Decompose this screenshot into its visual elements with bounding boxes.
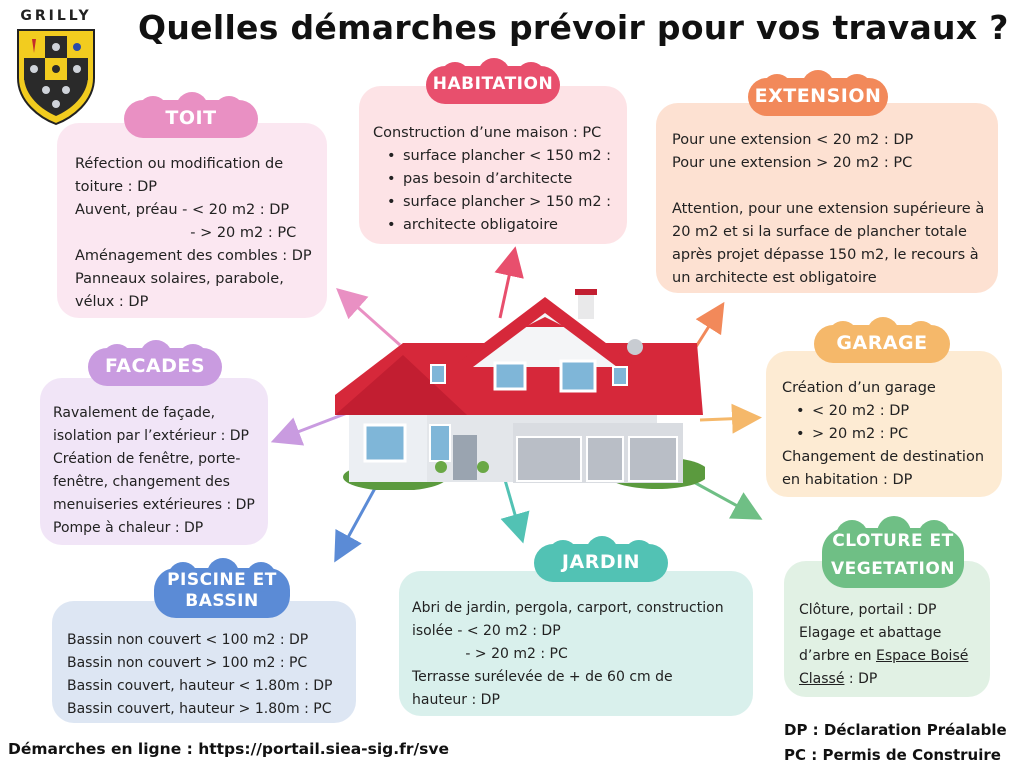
jardin-line: Abri de jardin, pergola, carport, construction (412, 600, 724, 616)
arrow-garage (700, 418, 750, 420)
extension-line: Pour une extension < 20 m2 : DP (672, 132, 914, 148)
toit-line: vélux : DP (75, 294, 149, 310)
toit-card (57, 123, 327, 318)
legend-pc: PC : Permis de Construire (784, 746, 1001, 764)
toit-content (75, 153, 312, 314)
classe-link[interactable]: Classé (799, 671, 845, 687)
garage-bullet: • > 20 m2 : PC (782, 423, 984, 446)
facades-line: Pompe à chaleur : DP (53, 520, 204, 536)
jardin-line: - > 20 m2 : PC (412, 646, 568, 662)
extension-line (672, 175, 984, 198)
extension-label: EXTENSION (748, 74, 888, 118)
page-title: Quelles démarches prévoir pour vos travaux ? (138, 8, 1009, 47)
habitation-bullet-cont: • architecte obligatoire (373, 214, 611, 237)
cloture-line: Classé : DP (799, 671, 878, 687)
cloture-label-line2: VEGETATION (830, 559, 956, 579)
grilly-logo (14, 8, 98, 126)
piscine-label (154, 562, 290, 620)
garage-bullet: • < 20 m2 : DP (782, 400, 984, 423)
facades-line: Création de fenêtre, porte- (53, 451, 241, 467)
piscine-line: Bassin couvert, hauteur > 1.80m : PC (67, 701, 332, 717)
cloture-line: d’arbre en Espace Boisé (799, 648, 969, 664)
piscine-line: Bassin couvert, hauteur < 1.80m : DP (67, 678, 333, 694)
jardin-card (399, 571, 753, 716)
jardin-line: Terrasse surélevée de + de 60 cm de (412, 669, 673, 685)
extension-content (672, 129, 984, 290)
extension-line: Attention, pour une extension supérieure à (672, 201, 985, 217)
garage-intro: Création d’un garage (782, 380, 936, 396)
garage-content (782, 377, 984, 492)
toit-label: TOIT (124, 96, 258, 140)
cloture-line: Elagage et abattage (799, 625, 942, 641)
garage-card (766, 351, 1002, 497)
facades-content (53, 402, 255, 540)
extension-line: Pour une extension > 20 m2 : PC (672, 155, 913, 171)
piscine-content (67, 629, 333, 721)
toit-line: Aménagement des combles : DP (75, 248, 312, 264)
legend (784, 718, 1007, 768)
habitation-bullet: • surface plancher > 150 m2 : (373, 191, 611, 214)
cloture-label (822, 520, 964, 590)
toit-line: Panneaux solaires, parabole, (75, 271, 284, 287)
piscine-label-line1: PISCINE ET (167, 570, 277, 590)
extension-line: après projet dépasse 150 m2, le recours à (672, 247, 979, 263)
habitation-intro: Construction d’une maison : PC (373, 125, 602, 141)
jardin-label: JARDIN (534, 540, 668, 584)
piscine-line: Bassin non couvert > 100 m2 : PC (67, 655, 308, 671)
espace-boise-link[interactable]: Espace Boisé (876, 648, 969, 664)
facades-line: Ravalement de façade, (53, 405, 216, 421)
jardin-line: hauteur : DP (412, 692, 500, 708)
facades-label: FACADES (88, 344, 222, 388)
facades-card (40, 378, 268, 545)
cloture-line: Clôture, portail : DP (799, 602, 937, 618)
cloture-content (799, 599, 968, 691)
jardin-content (412, 597, 724, 712)
toit-line: toiture : DP (75, 179, 158, 195)
toit-line: - > 20 m2 : PC (75, 225, 297, 241)
facades-line: menuiseries extérieures : DP (53, 497, 255, 513)
toit-line: Auvent, préau - < 20 m2 : DP (75, 202, 290, 218)
habitation-bullet-cont: • pas besoin d’architecte (373, 168, 611, 191)
extension-line: 20 m2 et si la surface de plancher totale (672, 224, 967, 240)
piscine-line: Bassin non couvert < 100 m2 : DP (67, 632, 309, 648)
online-procedures-link[interactable]: Démarches en ligne : https://portail.siea-sig.fr/sve (8, 740, 450, 758)
legend-dp: DP : Déclaration Préalable (784, 721, 1007, 739)
jardin-line: isolée - < 20 m2 : DP (412, 623, 561, 639)
habitation-label: HABITATION (426, 62, 560, 106)
extension-card (656, 103, 998, 293)
habitation-bullet: • surface plancher < 150 m2 : (373, 145, 611, 168)
extension-line: un architecte est obligatoire (672, 270, 877, 286)
garage-line: Changement de destination (782, 449, 985, 465)
coat-of-arms-icon (14, 26, 98, 126)
piscine-label-line2: BASSIN (185, 591, 259, 611)
facades-line: fenêtre, changement des (53, 474, 230, 490)
habitation-content (373, 122, 611, 237)
facades-line: isolation par l’extérieur : DP (53, 428, 249, 444)
habitation-card (359, 86, 627, 244)
toit-line: Réfection ou modification de (75, 156, 284, 172)
house-illustration (335, 285, 705, 490)
garage-line: en habitation : DP (782, 472, 913, 488)
logo-text: GRILLY (20, 8, 92, 24)
cloture-label-line1: CLOTURE ET (832, 531, 954, 551)
garage-label: GARAGE (814, 321, 950, 365)
